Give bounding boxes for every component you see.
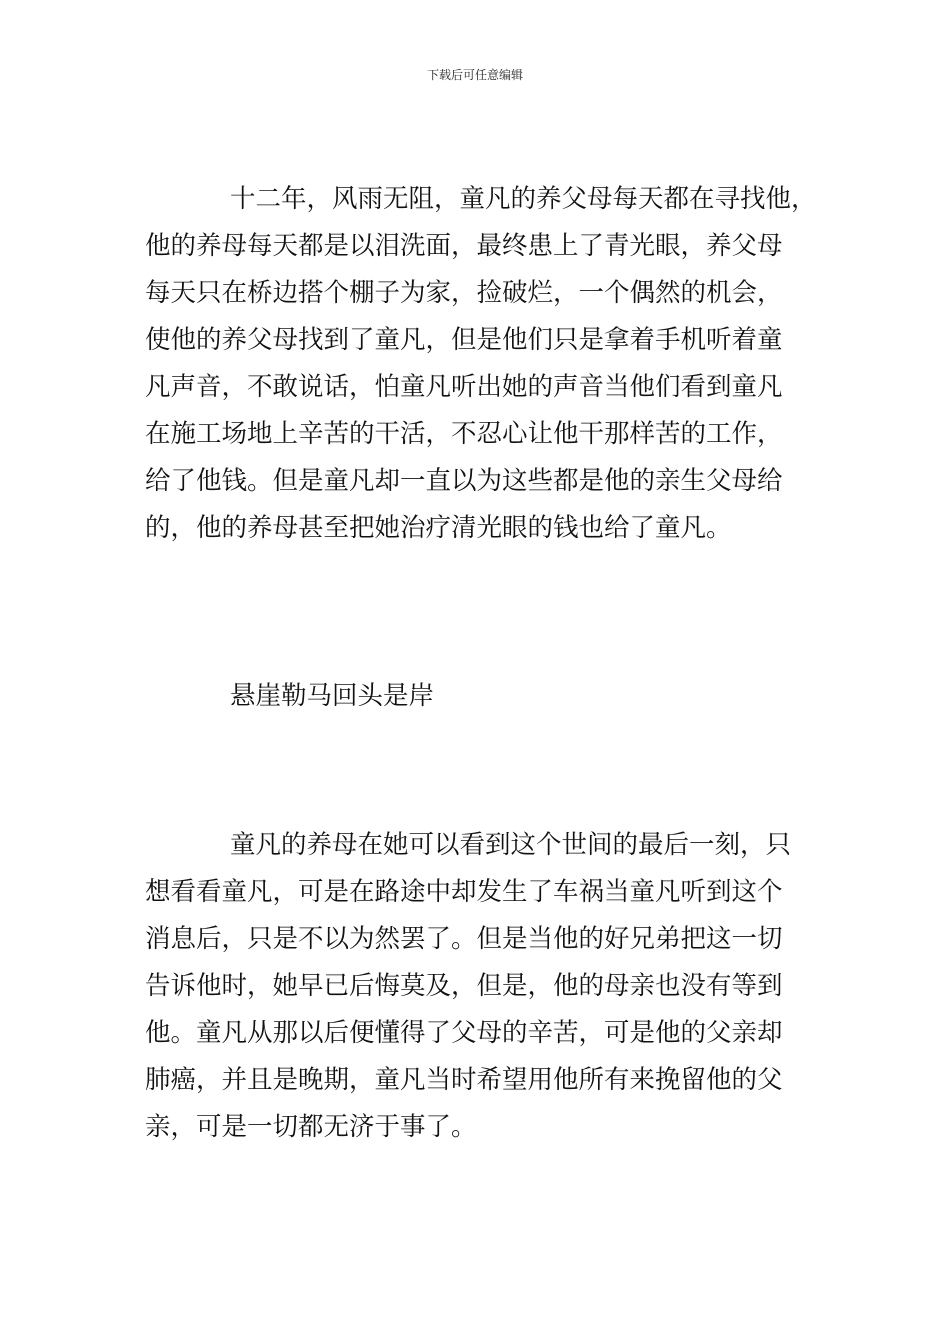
paragraph-line: 肺癌，并且是晚期，童凡当时希望用他所有来挽留他的父 [145, 1065, 783, 1095]
paragraph-line: 他的养母每天都是以泪洗面，最终患上了青光眼，养父母 [145, 231, 783, 261]
paragraph-line: 告诉他时，她早已后悔莫及，但是，他的母亲也没有等到 [145, 971, 783, 1001]
paragraph-line: 十二年，风雨无阻，童凡的养父母每天都在寻找他， [230, 184, 817, 214]
paragraph-line: 每天只在桥边搭个棚子为家，捡破烂，一个偶然的机会， [145, 278, 783, 308]
paragraph-line: 凡声音，不敢说话，怕童凡听出她的声音当他们看到童凡 [145, 372, 783, 402]
page-header: 下载后可任意编辑 [426, 68, 523, 82]
paragraph-line: 消息后，只是不以为然罢了。但是当他的好兄弟把这一切 [145, 924, 783, 954]
paragraph-line: 的，他的养母甚至把她治疗清光眼的钱也给了童凡。 [145, 513, 732, 543]
paragraph-line: 童凡的养母在她可以看到这个世间的最后一刻，只 [230, 830, 792, 860]
paragraph-2 [145, 822, 810, 1151]
paragraph-line: 给了他钱。但是童凡却一直以为这些都是他的亲生父母给 [145, 466, 783, 496]
paragraph-line: 想看看童凡，可是在路途中却发生了车祸当童凡听到这个 [145, 877, 783, 907]
paragraph-line: 他。童凡从那以后便懂得了父母的辛苦，可是他的父亲却 [145, 1018, 783, 1048]
paragraph-line: 使他的养父母找到了童凡，但是他们只是拿着手机听着童 [145, 325, 783, 355]
paragraph-line: 亲，可是一切都无济于事了。 [145, 1112, 477, 1142]
paragraph-line: 在施工场地上辛苦的干活，不忍心让他干那样苦的工作， [145, 419, 783, 449]
paragraph-1 [145, 176, 817, 552]
section-heading: 悬崖勒马回头是岸 [230, 681, 435, 711]
